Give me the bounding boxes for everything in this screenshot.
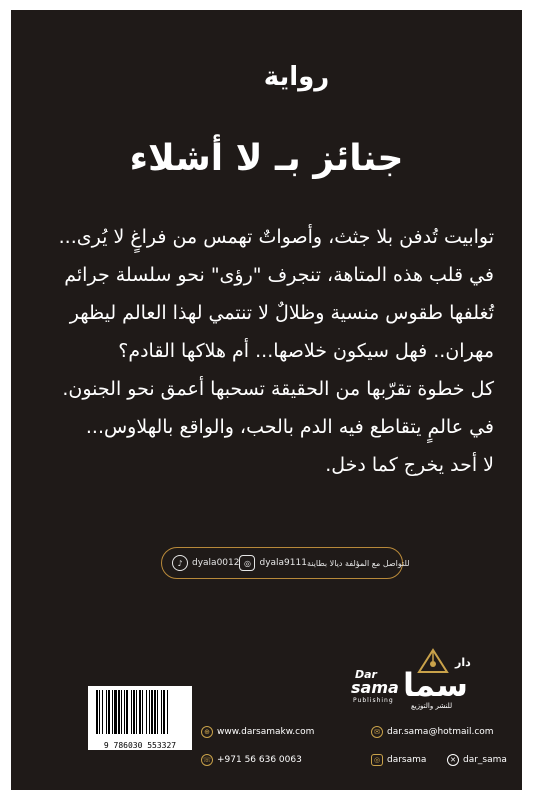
email-icon: ✉ xyxy=(371,726,383,738)
back-cover xyxy=(11,10,522,790)
blurb-line-2: في قلب هذه المتاهة، تنجرف "رؤى" نحو سلسلة جرائم تُغلفها طقوس منسية وظلالٌ لا تنتمي لهذا العالم ليظهر مهران.. فهل سيكون خلاصها... أم هلاكها القادم؟ xyxy=(64,264,494,362)
blurb xyxy=(41,218,494,484)
author-tiktok[interactable] xyxy=(172,555,239,571)
blurb-line-1: توابيت تُدفن بلا جثث، وأصواتٌ تهمس من فراغٍ لا يُرى... xyxy=(58,226,494,248)
publisher-logo xyxy=(341,640,501,720)
author-contact-label: للتواصل مع المؤلفة ديالا بطاينة xyxy=(306,558,410,568)
publisher-dar-ar: دار xyxy=(455,656,471,669)
barcode-bars xyxy=(88,686,192,738)
x-row[interactable] xyxy=(447,754,507,766)
author-tiktok-handle: dyala0012 xyxy=(192,558,240,568)
x-text: dar_sama xyxy=(463,755,507,765)
publisher-dar-en: Dar xyxy=(355,668,377,681)
author-instagram[interactable] xyxy=(239,555,306,571)
tiktok-icon: ♪ xyxy=(172,555,188,571)
isbn-number: 9 786030 553327 xyxy=(103,741,177,750)
book-title: جنائز بـ لا أشلاء xyxy=(129,138,404,179)
publisher-contacts xyxy=(199,724,519,778)
author-social-bar xyxy=(161,547,410,579)
publisher-sub-ar: للنشر والتوزيع xyxy=(411,702,453,710)
publisher-instagram-row[interactable] xyxy=(371,754,426,766)
genre-label: رواية xyxy=(263,62,330,92)
website-row[interactable] xyxy=(201,726,314,738)
instagram-icon: ◎ xyxy=(239,555,255,571)
whatsapp-icon: ☏ xyxy=(202,756,212,764)
publisher-sama-en: sama xyxy=(351,678,399,697)
phone-text: +971 56 636 0063 xyxy=(217,755,302,765)
publisher-name-ar: سما xyxy=(403,666,468,704)
email-row[interactable] xyxy=(371,726,494,738)
email-text: dar.sama@hotmail.com xyxy=(387,727,494,737)
author-instagram-handle: dyala9111 xyxy=(259,558,307,568)
instagram-icon: ◎ xyxy=(371,754,383,766)
phone-row[interactable] xyxy=(201,754,302,766)
blurb-line-3: كل خطوة تقرّبها من الحقيقة تسحبها أعمق نحو الجنون. xyxy=(62,378,494,400)
globe-icon: ⊕ xyxy=(201,726,213,738)
x-icon: ✕ xyxy=(447,754,459,766)
blurb-line-5: لا أحد يخرج كما دخل. xyxy=(325,454,494,476)
isbn-barcode xyxy=(88,686,192,750)
publisher-publishing: Publishing xyxy=(353,697,394,704)
publisher-instagram-text: darsama xyxy=(387,755,427,765)
blurb-line-4: في عالمٍ يتقاطع فيه الدم بالحب، والواقع بالهلاوس... xyxy=(85,416,494,438)
website-text: www.darsamakw.com xyxy=(217,727,315,737)
